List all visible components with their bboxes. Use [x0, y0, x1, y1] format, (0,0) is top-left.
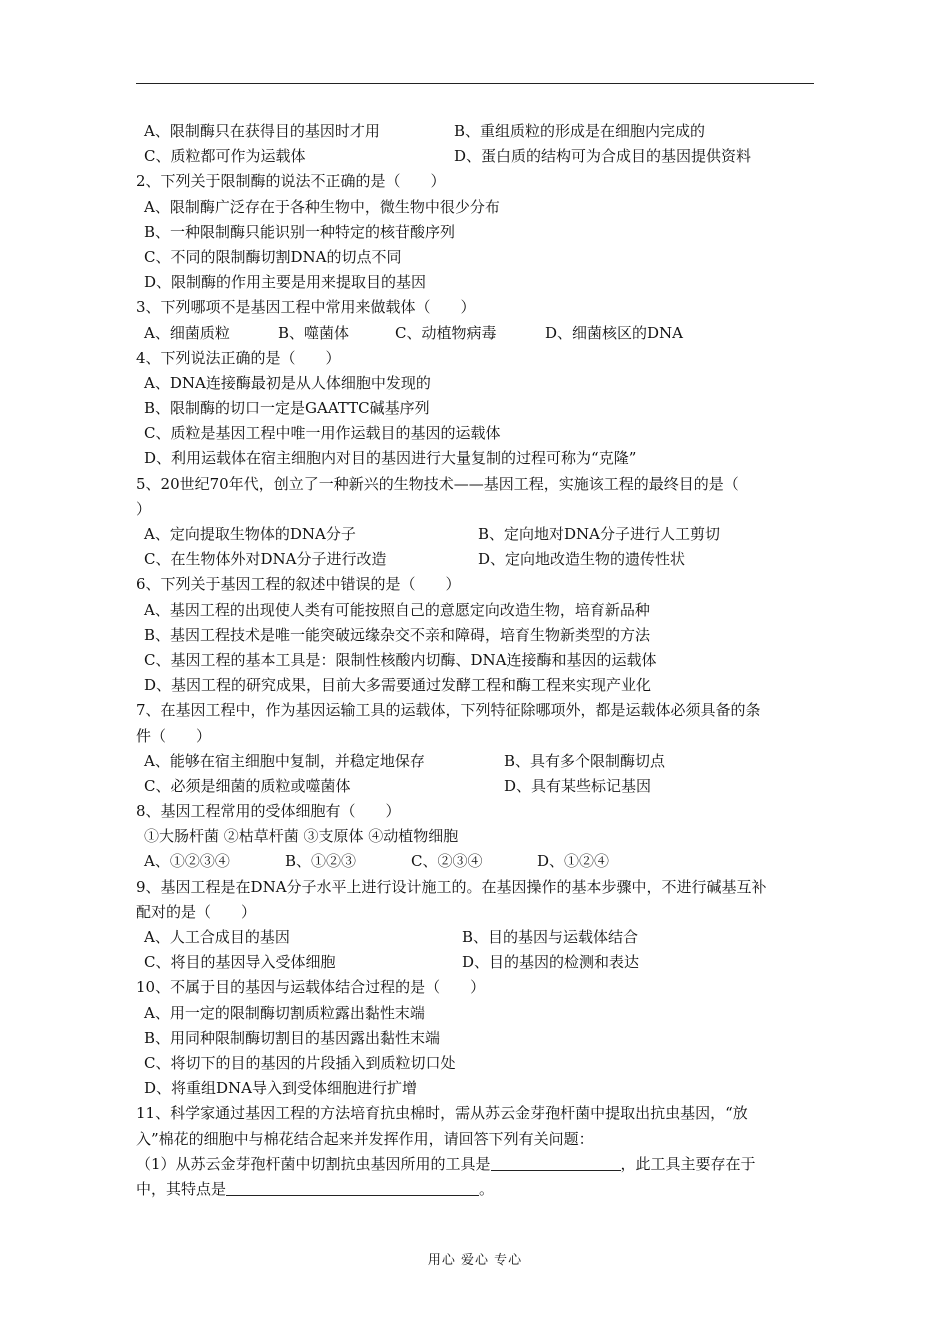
q2-stem: 2、下列关于限制酶的说法不正确的是（ ） — [136, 172, 446, 191]
q3-option-a: A、细菌质粒 — [144, 323, 230, 342]
q9-options-row1 — [136, 925, 816, 950]
q1-option-b: B、重组质粒的形成是在细胞内完成的 — [454, 122, 706, 140]
q5-stem-line2: ） — [136, 499, 152, 518]
q11-part1-line2 — [136, 1177, 816, 1202]
q9-option-d: D、目的基因的检测和表达 — [462, 953, 640, 972]
q6-option-d: D、基因工程的研究成果，目前大多需要通过发酵工程和酶工程来实现产业化 — [144, 676, 652, 695]
q5-options-row1 — [136, 522, 816, 547]
q2-option-d: D、限制酶的作用主要是用来提取目的基因 — [144, 273, 427, 292]
q11-part1-text-c: 中，其特点是 — [136, 1179, 227, 1198]
q8-option-a: A、①②③④ — [144, 852, 230, 871]
q10-option-c: C、将切下的目的基因的片段插入到质粒切口处 — [144, 1053, 456, 1072]
q8-items: ①大肠杆菌 ②枯草杆菌 ③支原体 ④动植物细胞 — [144, 827, 459, 846]
q9-option-a: A、人工合成目的基因 — [144, 928, 290, 946]
q11-answer-blank-feature[interactable] — [226, 1179, 479, 1196]
q7-option-a: A、能够在宿主细胞中复制，并稳定地保存 — [144, 751, 425, 770]
q9-option-b: B、目的基因与运载体结合 — [462, 928, 639, 946]
exam-body — [136, 119, 816, 1202]
q4-stem: 4、下列说法正确的是（ ） — [136, 348, 341, 367]
q5-option-a: A、定向提取生物体的DNA分子 — [144, 525, 356, 543]
q11-answer-blank-tool[interactable] — [491, 1154, 621, 1171]
q6-option-a: A、基因工程的出现使人类有可能按照自己的意愿定向改造生物，培育新品种 — [144, 600, 650, 619]
q11-stem-line2: 入”棉花的细胞中与棉花结合起来并发挥作用，请回答下列有关问题： — [136, 1129, 594, 1148]
q9-stem-line1: 9、基因工程是在DNA分子水平上进行设计施工的。在基因操作的基本步骤中，不进行碱基互补 — [136, 877, 767, 896]
q3-stem: 3、下列哪项不是基因工程中常用来做载体（ ） — [136, 298, 476, 317]
q1-option-a: A、限制酶只在获得目的基因时才用 — [144, 122, 380, 140]
q10-option-b: B、用同种限制酶切割目的基因露出黏性末端 — [144, 1028, 441, 1047]
q9-option-c: C、将目的基因导入受体细胞 — [144, 953, 336, 972]
q6-option-c: C、基因工程的基本工具是：限制性核酸内切酶、DNA连接酶和基因的运载体 — [144, 650, 657, 669]
q8-stem: 8、基因工程常用的受体细胞有（ ） — [136, 802, 401, 821]
q7-options-row2 — [136, 774, 816, 799]
q2-option-c: C、不同的限制酶切割DNA的切点不同 — [144, 247, 402, 266]
q10-option-d: D、将重组DNA导入到受体细胞进行扩增 — [144, 1079, 418, 1098]
q10-option-a: A、用一定的限制酶切割质粒露出黏性末端 — [144, 1003, 425, 1022]
q10-stem: 10、不属于目的基因与运载体结合过程的是（ ） — [136, 978, 486, 997]
q8-options — [136, 849, 816, 874]
q4-option-c: C、质粒是基因工程中唯一用作运载目的基因的运载体 — [144, 424, 501, 443]
q3-options — [136, 321, 816, 346]
q4-option-d: D、利用运载体在宿主细胞内对目的基因进行大量复制的过程可称为“克隆” — [144, 449, 637, 468]
q7-stem-line2: 件（ ） — [136, 726, 212, 745]
q4-option-b: B、限制酶的切口一定是GAATTC碱基序列 — [144, 399, 430, 418]
page-footer: 用心 爱心 专心 — [427, 1253, 523, 1268]
q1-option-d: D、蛋白质的结构可为合成目的基因提供资料 — [454, 147, 752, 166]
q7-option-b: B、具有多个限制酶切点 — [504, 751, 666, 770]
q11-stem-line1: 11、科学家通过基因工程的方法培育抗虫棉时，需从苏云金芽孢杆菌中提取出抗虫基因，“放 — [136, 1104, 748, 1123]
q1-options-row2 — [136, 144, 816, 169]
q2-option-a: A、限制酶广泛存在于各种生物中，微生物中很少分布 — [144, 197, 500, 216]
q1-options-row1 — [136, 119, 816, 144]
q8-option-b: B、①②③ — [285, 852, 357, 871]
q9-options-row2 — [136, 950, 816, 975]
q7-options-row1 — [136, 749, 816, 774]
q4-option-a: A、DNA连接酶最初是从人体细胞中发现的 — [144, 373, 431, 392]
q11-part1-line1 — [136, 1152, 816, 1177]
q7-option-c: C、必须是细菌的质粒或噬菌体 — [144, 776, 351, 795]
q1-option-c: C、质粒都可作为运载体 — [144, 147, 306, 166]
q5-options-row2 — [136, 547, 816, 572]
q3-option-b: B、噬菌体 — [278, 323, 350, 342]
q8-option-c: C、②③④ — [411, 852, 483, 871]
q9-stem-line2: 配对的是（ ） — [136, 902, 257, 921]
q5-option-d: D、定向地改造生物的遗传性状 — [478, 550, 686, 569]
q8-option-d: D、①②④ — [537, 852, 610, 871]
q11-part1-text-d: 。 — [479, 1179, 495, 1198]
q3-option-d: D、细菌核区的DNA — [545, 323, 684, 342]
q5-option-c: C、在生物体外对DNA分子进行改造 — [144, 550, 387, 569]
q11-part1-text-a: （1）从苏云金芽孢杆菌中切割抗虫基因所用的工具是 — [136, 1154, 491, 1173]
q6-stem: 6、下列关于基因工程的叙述中错误的是（ ） — [136, 575, 461, 594]
header-rule — [136, 83, 814, 84]
q7-stem-line1: 7、在基因工程中，作为基因运输工具的运载体，下列特征除哪项外，都是运载体必须具备的条 — [136, 701, 761, 720]
q5-stem-line1: 5、20世纪70年代，创立了一种新兴的生物技术——基因工程，实施该工程的最终目的是（ — [136, 474, 739, 493]
q7-option-d: D、具有某些标记基因 — [504, 776, 652, 795]
q3-option-c: C、动植物病毒 — [395, 323, 497, 342]
q2-option-b: B、一种限制酶只能识别一种特定的核苷酸序列 — [144, 222, 456, 241]
q5-option-b: B、定向地对DNA分子进行人工剪切 — [478, 525, 721, 543]
q6-option-b: B、基因工程技术是唯一能突破远缘杂交不亲和障碍，培育生物新类型的方法 — [144, 625, 651, 644]
q11-part1-text-b: ，此工具主要存在于 — [620, 1154, 756, 1173]
